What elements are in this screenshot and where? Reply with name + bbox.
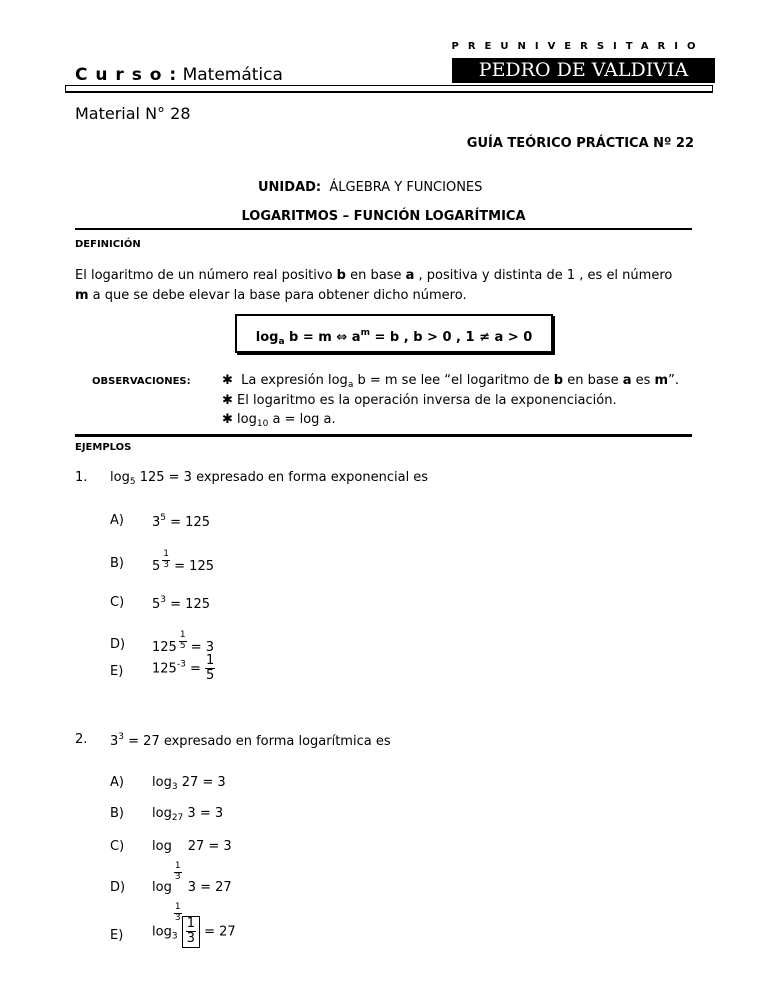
q2-option-b <box>152 806 223 823</box>
q1-option-e-label: E) <box>110 664 124 679</box>
text: log <box>110 470 130 485</box>
text: b <box>553 373 564 388</box>
text: = 125 <box>166 597 210 612</box>
text: 3 <box>171 931 178 942</box>
observations-label: OBSERVACIONES: <box>92 376 191 387</box>
text: a <box>405 268 415 283</box>
text: b <box>336 268 346 283</box>
text: 3 <box>174 912 181 923</box>
q1-option-d <box>152 631 214 655</box>
course-label: C u r s o : <box>75 65 178 85</box>
text: El logaritmo de un número real positivo <box>75 268 337 283</box>
definition-heading: DEFINICIÓN <box>75 239 141 250</box>
text: 125 <box>152 661 177 677</box>
text: 10 <box>256 419 269 429</box>
text: b = m ⇔ a <box>284 330 361 345</box>
observation-3 <box>222 412 336 429</box>
q2-option-c <box>152 839 232 883</box>
text: 3 <box>110 734 119 749</box>
text: log <box>152 924 172 940</box>
text: -3 <box>176 659 186 670</box>
text: en base <box>563 373 623 388</box>
text: 3 <box>174 871 181 882</box>
text: 1 <box>205 653 215 668</box>
text: ”. <box>668 373 679 388</box>
q1-option-b <box>152 550 214 574</box>
text: 3 <box>186 931 195 947</box>
logo-top-text: PREUNIVERSITARIO <box>451 41 705 52</box>
text: 3 <box>118 732 125 742</box>
observation-2 <box>222 393 617 408</box>
question-2-number: 2. <box>75 732 88 747</box>
text: = 125 <box>166 515 210 530</box>
q2-option-e-label: E) <box>110 928 124 943</box>
material-number: Material N° 28 <box>75 104 191 123</box>
q2-option-b-label: B) <box>110 806 124 821</box>
text: 3 = 3 <box>183 806 224 821</box>
text: log <box>152 880 172 895</box>
q2-option-e <box>152 912 236 948</box>
unit-value: ÁLGEBRA Y FUNCIONES <box>329 180 483 195</box>
definition-formula-box <box>235 314 553 353</box>
text: log <box>152 806 172 821</box>
text: 1 <box>174 861 181 871</box>
text: 125 <box>152 640 177 655</box>
text: es <box>631 373 655 388</box>
text: 1 <box>174 902 181 912</box>
text: = 3 <box>186 640 214 655</box>
question-1-text <box>110 470 428 487</box>
text: 5 <box>160 513 167 523</box>
text: = 27 <box>199 924 236 940</box>
text: = 27 expresado en forma logarítmica es <box>124 734 391 749</box>
text: b = m se lee “el logaritmo de <box>353 373 554 388</box>
q1-option-e <box>152 654 215 684</box>
text: = b , b > 0 , 1 ≠ a > 0 <box>369 330 533 345</box>
divider <box>75 434 692 437</box>
text: 3 <box>152 515 161 530</box>
text: 27 = 3 <box>183 839 232 854</box>
text: m <box>654 373 669 388</box>
text: 5 <box>152 559 161 574</box>
q2-option-a <box>152 775 226 792</box>
text: , positiva y distinta de 1 , es el número <box>414 268 673 283</box>
definition-line-2 <box>75 288 467 303</box>
text: 5 <box>129 477 136 487</box>
text: log <box>255 330 279 345</box>
text: log <box>152 775 172 790</box>
bullet-icon: ✱ <box>222 412 233 427</box>
text: a que se debe elevar la base para obtener dicho número. <box>88 288 467 303</box>
text: 5 <box>179 640 186 651</box>
text: = <box>185 661 205 677</box>
q2-option-d-label: D) <box>110 880 126 895</box>
logo: PEDRO DE VALDIVIA <box>452 58 715 83</box>
text: 27 <box>171 813 184 823</box>
q1-option-a <box>152 513 210 530</box>
bullet-icon: ✱ <box>222 393 233 408</box>
text: 5 <box>152 597 161 612</box>
main-title: LOGARITMOS – FUNCIÓN LOGARÍTMICA <box>241 209 526 224</box>
text: 3 <box>160 595 167 605</box>
text: 1 <box>186 916 195 931</box>
unit-label: UNIDAD: <box>258 180 322 195</box>
definition-line-1 <box>75 268 672 283</box>
q1-option-c-label: C) <box>110 595 125 610</box>
text: 27 = 3 <box>177 775 226 790</box>
course-line <box>75 65 283 85</box>
q1-option-a-label: A) <box>110 513 124 528</box>
text: 3 <box>163 559 170 570</box>
text: m <box>75 288 89 303</box>
text: m <box>360 328 370 338</box>
text: a <box>622 373 632 388</box>
q1-option-b-label: B) <box>110 556 124 571</box>
text: a <box>278 337 285 347</box>
text: a <box>347 380 354 390</box>
q1-option-c <box>152 595 210 612</box>
bracket <box>182 916 200 948</box>
text: 125 = 3 expresado en forma exponencial es <box>135 470 429 485</box>
q2-option-c-label: C) <box>110 839 125 854</box>
examples-heading: EJEMPLOS <box>75 442 132 453</box>
text: log <box>237 412 257 427</box>
question-1-number: 1. <box>75 470 88 485</box>
question-2-text <box>110 732 391 749</box>
text: en base <box>345 268 406 283</box>
text: = 125 <box>170 559 214 574</box>
text: 3 = 27 <box>183 880 232 895</box>
header-divider <box>65 85 713 93</box>
text: 1 <box>163 549 170 559</box>
q1-option-d-label: D) <box>110 637 126 652</box>
text: La expresión log <box>241 373 348 388</box>
text: a = log a. <box>268 412 336 427</box>
observation-1 <box>222 373 679 390</box>
text: log <box>152 839 172 854</box>
text: 1 <box>179 630 186 640</box>
q2-option-a-label: A) <box>110 775 124 790</box>
bullet-icon: ✱ <box>222 373 233 388</box>
text: 5 <box>205 668 215 684</box>
unit-line <box>258 180 482 195</box>
text: El logaritmo es la operación inversa de la exponenciación. <box>237 393 617 408</box>
divider <box>75 228 692 230</box>
course-name: Matemática <box>182 65 283 85</box>
guide-title: GUÍA TEÓRICO PRÁCTICA Nº 22 <box>466 136 694 151</box>
text: 3 <box>171 782 178 792</box>
